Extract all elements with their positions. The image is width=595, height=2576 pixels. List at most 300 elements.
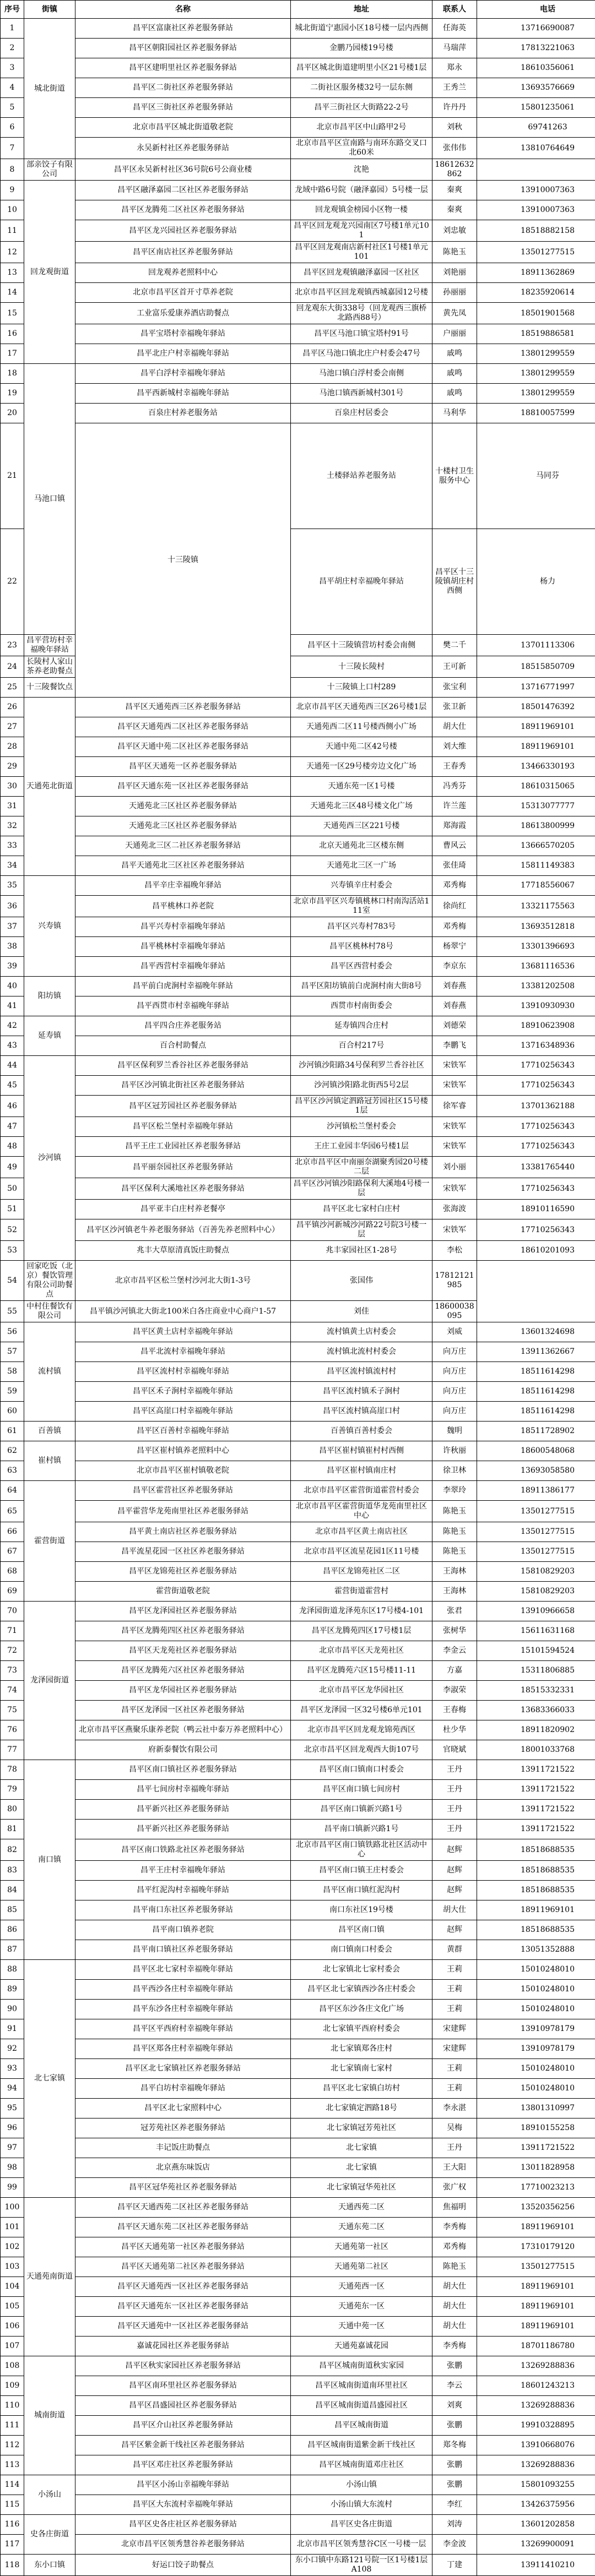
- cell-name: 昌平区高崖口村幸福晚年驿站: [75, 1402, 291, 1422]
- cell-no: 14: [1, 283, 24, 303]
- cell-phone: 13501277515: [477, 1522, 595, 1542]
- cell-phone: 18613800999: [477, 816, 595, 836]
- cell-contact: 赵辉: [432, 1920, 477, 1940]
- cell-address: 昌平三街社区大街路22-2号: [291, 98, 432, 118]
- table-row: [1, 1117, 595, 1137]
- cell-name: 昌平区天通中苑二区社区养老服务驿站: [75, 737, 291, 757]
- cell-name: 昌平王庄工业园社区养老服务驿站: [75, 1137, 291, 1157]
- cell-contact: 宋铁军: [432, 1117, 477, 1137]
- cell-name: 昌平亚丰白庄村养老餐亭: [75, 1200, 291, 1219]
- cell-address: 天通苑西三区221号楼: [291, 816, 432, 836]
- cell-street: 城北街道: [24, 19, 75, 159]
- table-row: [1, 836, 595, 856]
- cell-name: 昌平区沙河镇北街社区养老服务驿站: [75, 1076, 291, 1096]
- cell-phone: 13911721522: [477, 2138, 595, 2158]
- cell-contact: 李金云: [432, 1641, 477, 1661]
- cell-phone: 13911721522: [477, 1760, 595, 1780]
- cell-contact: 刘春燕: [432, 996, 477, 1016]
- table-row: [1, 1641, 595, 1661]
- cell-name: 昌平西营村幸福晚年驿站: [75, 957, 291, 977]
- cell-phone: 17813221063: [477, 39, 595, 58]
- cell-name: 昌平区禾子涧村幸福晚年驿站: [75, 1382, 291, 1402]
- cell-address: 北京市昌平区天龙苑社区: [291, 1641, 432, 1661]
- cell-phone: 18600548068: [477, 1441, 595, 1461]
- cell-address: 昌平区史各庄街道: [291, 2515, 432, 2535]
- cell-phone: 18610315065: [477, 777, 595, 797]
- cell-contact: 邓秀梅: [432, 917, 477, 937]
- cell-address: 北京市昌平区霍营街道华龙苑南里社区中心: [291, 1501, 432, 1522]
- cell-address: 天通苑第一社区: [291, 2237, 432, 2257]
- cell-no: 77: [1, 1740, 24, 1760]
- cell-no: 107: [1, 2337, 24, 2356]
- cell-phone: 13269288836: [477, 2356, 595, 2376]
- cell-no: 16: [1, 324, 24, 344]
- cell-phone: 13801299559: [477, 384, 595, 404]
- cell-phone: 15801093255: [477, 2475, 595, 2495]
- cell-contact: 郑冬梅: [432, 2436, 477, 2455]
- cell-name: 昌平北流村幸福晚年驿站: [75, 1342, 291, 1362]
- cell-address: 王庄工业园丰华园6号楼1层: [291, 1137, 432, 1157]
- cell-name: 昌平白坊村幸福晚年驿站: [75, 2079, 291, 2099]
- cell-address: 昌平区南口镇王庄村委会: [291, 1861, 432, 1881]
- cell-address: 天通苑一区29号楼旁边文化广场: [291, 757, 432, 777]
- cell-address: 东小口镇中东路121号院一区1号楼1层A108: [291, 2555, 432, 2576]
- cell-contact: 王海林: [432, 1582, 477, 1602]
- cell-no: 21: [1, 423, 24, 529]
- cell-no: 78: [1, 1760, 24, 1780]
- cell-phone: 13911721522: [477, 1820, 595, 1839]
- cell-no: 47: [1, 1117, 24, 1137]
- table-row: [1, 423, 595, 529]
- cell-no: 115: [1, 2495, 24, 2515]
- cell-contact: 郑永: [432, 58, 477, 78]
- cell-name: 昌平新兴社区养老服务驿站: [75, 1800, 291, 1820]
- cell-address: 北七家镇北七家村委会: [291, 1960, 432, 1980]
- cell-contact: 向万庄: [432, 1402, 477, 1422]
- cell-no: 1: [1, 19, 24, 39]
- table-row: [1, 2515, 595, 2535]
- cell-contact: 沈艳: [291, 159, 432, 181]
- cell-phone: 18910155258: [477, 2118, 595, 2138]
- cell-name: 土楼驿站养老服务站: [291, 423, 432, 529]
- cell-name: 北京市昌平区领秀慧谷养老服务驿站: [75, 2535, 291, 2555]
- cell-phone: 15010248010: [477, 2059, 595, 2079]
- cell-contact: 张鹏: [432, 2455, 477, 2475]
- cell-no: 108: [1, 2356, 24, 2376]
- cell-address: 沙河镇松兰堡村委会: [291, 1117, 432, 1137]
- cell-contact: 李鹏飞: [432, 1036, 477, 1056]
- cell-contact: 陈艳玉: [432, 1501, 477, 1522]
- cell-name: 昌平桃林村幸福晚年驿站: [75, 937, 291, 957]
- cell-name: 昌平区龙腾苑四区社区养老服务驿站: [75, 1621, 291, 1641]
- cell-no: 113: [1, 2455, 24, 2475]
- cell-no: 84: [1, 1881, 24, 1900]
- cell-no: 65: [1, 1501, 24, 1522]
- cell-name: 昌平区三街社区养老服务驿站: [75, 98, 291, 118]
- cell-contact: 王秀兰: [432, 78, 477, 98]
- cell-contact: 王春梅: [432, 1701, 477, 1720]
- cell-contact: 徐尚红: [432, 896, 477, 917]
- cell-phone: 15313077777: [477, 797, 595, 816]
- cell-no: 33: [1, 836, 24, 856]
- cell-contact: 魏明: [432, 1422, 477, 1441]
- table-row: [1, 2455, 595, 2475]
- cell-contact: 张伟伟: [432, 138, 477, 159]
- cell-name: 昌平区朝阳园社区养老服务驿站: [75, 39, 291, 58]
- table-row: [1, 1542, 595, 1562]
- cell-address: 昌平区沙河镇定泗路冠芳园社区15号楼1层: [291, 1096, 432, 1117]
- cell-contact: 张君: [432, 1602, 477, 1621]
- cell-phone: 18911969101: [477, 2277, 595, 2297]
- cell-no: 41: [1, 996, 24, 1016]
- cell-name: 昌平区龙泽园社区养老服务驿站: [75, 1602, 291, 1621]
- cell-name: 昌平区天通苑第二社区养老服务驿站: [75, 2257, 291, 2277]
- cell-address: 西贯市村南街委会: [291, 996, 432, 1016]
- cell-phone: 17710256343: [477, 1117, 595, 1137]
- cell-name: 昌平胡庄村幸福晚年驿站: [291, 529, 432, 635]
- cell-phone: 15101594524: [477, 1641, 595, 1661]
- cell-no: 101: [1, 2218, 24, 2237]
- table-row: [1, 896, 595, 917]
- cell-street: 东小口镇: [24, 2555, 75, 2576]
- cell-address: 昌平区龙泽园一区32号楼6单元101: [291, 1701, 432, 1720]
- cell-name: 昌平区天通苑中一区社区养老服务驿站: [75, 2317, 291, 2337]
- cell-no: 58: [1, 1362, 24, 1382]
- cell-contact: 李松: [432, 1241, 477, 1261]
- cell-address: 北七家镇冠华苑社区: [291, 2178, 432, 2198]
- cell-address: 昌平区流村镇禾子涧村: [291, 1382, 432, 1402]
- cell-no: 50: [1, 1178, 24, 1200]
- table-row: [1, 2138, 595, 2158]
- table-row: [1, 698, 595, 717]
- cell-address: 昌平区永吴新村社区36号院6号公商业楼: [75, 159, 291, 181]
- cell-no: 6: [1, 118, 24, 138]
- table-row: [1, 1582, 595, 1602]
- header-contact: 联系人: [432, 1, 477, 19]
- cell-address: 马池口镇西新城村301号: [291, 384, 432, 404]
- cell-contact: 张鹏: [432, 2356, 477, 2376]
- cell-phone: 18911362869: [477, 263, 595, 283]
- cell-contact: 李翠玲: [432, 1481, 477, 1501]
- cell-no: 75: [1, 1701, 24, 1720]
- cell-contact: 黄先凤: [432, 303, 477, 324]
- cell-contact: 李云: [432, 2376, 477, 2396]
- cell-contact: 赵辉: [432, 1881, 477, 1900]
- cell-street: 百善镇: [24, 1422, 75, 1441]
- cell-address: 昌平区城南街道昌盛园社区: [291, 2396, 432, 2416]
- cell-phone: 18810057599: [477, 404, 595, 423]
- cell-address: 天通苑第二社区: [291, 2257, 432, 2277]
- table-row: [1, 2178, 595, 2198]
- cell-no: 66: [1, 1522, 24, 1542]
- cell-address: 沙河镇沙阳路34号保利罗兰香谷社区: [291, 1056, 432, 1076]
- cell-contact: 王莉: [432, 2079, 477, 2099]
- cell-phone: 13269288836: [477, 2396, 595, 2416]
- cell-address: 北七家镇定泗路18号: [291, 2099, 432, 2118]
- cell-phone: 13501277515: [477, 242, 595, 263]
- cell-name: 嘉诚花园社区养老服务驿站: [75, 2337, 291, 2356]
- cell-address: 北七家镇冠芳苑社区: [291, 2118, 432, 2138]
- cell-no: 64: [1, 1481, 24, 1501]
- cell-address: 昌平区十三陵镇营坊村委会南侧: [291, 635, 432, 656]
- cell-street: 十三陵镇: [75, 423, 291, 698]
- cell-no: 22: [1, 529, 24, 635]
- cell-phone: 18511614298: [477, 1362, 595, 1382]
- cell-phone: 18911969101: [477, 2297, 595, 2317]
- cell-contact: 王春秀: [432, 757, 477, 777]
- cell-phone: 15810829203: [477, 1582, 595, 1602]
- cell-name: 昌平区紫金新干线社区养老服务驿站: [75, 2436, 291, 2455]
- cell-name: 天通苑北三区二社区养老服务驿站: [75, 836, 291, 856]
- cell-contact: 戚鸣: [432, 384, 477, 404]
- cell-phone: 18612632862: [432, 159, 477, 181]
- cell-address: 昌平区北七家镇西沙各庄村委会: [291, 1980, 432, 2000]
- cell-no: 44: [1, 1056, 24, 1076]
- cell-name: 昌平区冠华苑社区养老服务驿站: [75, 2178, 291, 2198]
- cell-name: 天通苑北三区社区养老服务驿站: [75, 797, 291, 816]
- cell-no: 83: [1, 1861, 24, 1881]
- cell-phone: 13520356256: [477, 2198, 595, 2218]
- cell-phone: 13801299559: [477, 344, 595, 364]
- cell-name: 昌平区霍营社区养老服务驿站: [75, 1481, 291, 1501]
- cell-street: 天通苑北街道: [24, 698, 75, 876]
- header-street: 街镇: [24, 1, 75, 19]
- table-row: [1, 977, 595, 996]
- cell-address: 北京市昌平区中山路甲2号: [291, 118, 432, 138]
- table-row: [1, 98, 595, 118]
- cell-phone: 17710023213: [477, 2178, 595, 2198]
- cell-no: 36: [1, 896, 24, 917]
- cell-name: 昌平区南环里社区养老服务驿站: [75, 2376, 291, 2396]
- cell-address: 北京市昌平区龙华园社区: [291, 1681, 432, 1701]
- table-row: [1, 1861, 595, 1881]
- table-row: [1, 2218, 595, 2237]
- cell-phone: 19910328895: [477, 2416, 595, 2436]
- cell-phone: 17710256343: [477, 1219, 595, 1241]
- cell-phone: 13693058580: [477, 1461, 595, 1481]
- table-row: [1, 324, 595, 344]
- cell-no: 70: [1, 1602, 24, 1621]
- cell-name: 回龙观养老照料中心: [75, 263, 291, 283]
- cell-address: 昌平区城南街道邓庄社区: [291, 2455, 432, 2475]
- table-row: [1, 1839, 595, 1861]
- cell-no: 8: [1, 159, 24, 181]
- table-row: [1, 1701, 595, 1720]
- table-row: [1, 2198, 595, 2218]
- cell-name: 昌平丽奈园社区养老服务驿站: [75, 1157, 291, 1178]
- cell-no: 94: [1, 2079, 24, 2099]
- cell-no: 86: [1, 1920, 24, 1940]
- cell-name: 霍营街道敬老院: [75, 1582, 291, 1602]
- table-row: [1, 1301, 595, 1322]
- cell-phone: 13910978179: [477, 2019, 595, 2039]
- cell-name: 昌平区北七家镇社区养老服务驿站: [75, 2059, 291, 2079]
- table-row: [1, 2317, 595, 2337]
- cell-contact: 吴梅: [432, 2118, 477, 2138]
- cell-street: 阳坊镇: [24, 977, 75, 1016]
- cell-contact: 官晓斌: [432, 1740, 477, 1760]
- cell-contact: 焦福明: [432, 2198, 477, 2218]
- cell-no: 34: [1, 856, 24, 876]
- cell-no: 103: [1, 2257, 24, 2277]
- cell-no: 35: [1, 876, 24, 896]
- cell-name: 昌平区保利罗兰香谷社区养老服务驿站: [75, 1056, 291, 1076]
- cell-no: 28: [1, 737, 24, 757]
- table-row: [1, 1241, 595, 1261]
- table-row: [1, 2277, 595, 2297]
- table-row: [1, 2337, 595, 2356]
- cell-name: 昌平区天通苑西三区养老服务驿站: [75, 698, 291, 717]
- cell-name: 昌平西沙各庄村幸福晚年驿站: [75, 1980, 291, 2000]
- cell-address: 南口镇南口村委会: [291, 1940, 432, 1960]
- cell-contact: 张鹏: [432, 2475, 477, 2495]
- cell-address: 北京天通苑北三区楼东侧: [291, 836, 432, 856]
- cell-no: 105: [1, 2297, 24, 2317]
- cell-address: 天通苑北三区48号楼文化广场: [291, 797, 432, 816]
- cell-name: 昌平区天龙苑社区养老服务驿站: [75, 1641, 291, 1661]
- cell-name: 北京市昌平区燕聚乐康养老院（鸭云社中泰万养老照料中心）: [75, 1720, 291, 1740]
- cell-contact: 王海林: [432, 1562, 477, 1582]
- cell-no: 19: [1, 384, 24, 404]
- table-row: [1, 58, 595, 78]
- cell-no: 5: [1, 98, 24, 118]
- cell-phone: 13466330193: [477, 757, 595, 777]
- cell-contact: 宋铁军: [432, 1137, 477, 1157]
- cell-contact: 王大阳: [432, 2158, 477, 2178]
- table-row: [1, 2039, 595, 2059]
- cell-no: 67: [1, 1542, 24, 1562]
- cell-name: 昌平西新城村幸福晚年驿站: [75, 384, 291, 404]
- cell-no: 9: [1, 181, 24, 200]
- cell-name: 昌平区百善村幸福晚年驿站: [75, 1422, 291, 1441]
- cell-address: 兴寿镇辛庄村委会: [291, 876, 432, 896]
- cell-no: 106: [1, 2317, 24, 2337]
- cell-phone: 18235920614: [477, 283, 595, 303]
- cell-no: 114: [1, 2475, 24, 2495]
- cell-name: 好运口饺子助餐点: [75, 2555, 291, 2576]
- cell-name: 昌平七间房村幸福晚年驿站: [75, 1780, 291, 1800]
- header-phone: 电话: [477, 1, 595, 19]
- cell-contact: 冯秀芬: [432, 777, 477, 797]
- table-row: [1, 2000, 595, 2019]
- cell-street: 天通苑南街道: [24, 2198, 75, 2356]
- cell-no: 72: [1, 1641, 24, 1661]
- cell-no: 18: [1, 364, 24, 384]
- cell-phone: 13910978179: [477, 2039, 595, 2059]
- table-row: [1, 1980, 595, 2000]
- cell-phone: 15810829203: [477, 1562, 595, 1582]
- cell-address: 龙泽园街道龙泽苑东区17号楼4-101: [291, 1602, 432, 1621]
- cell-name: 昌平区天通东苑一区社区养老服务驿站: [75, 777, 291, 797]
- cell-address: 昌平镇沙河镇北大街北100米白各庄商业中心商户1-57: [75, 1301, 291, 1322]
- cell-contact: 刘艳丽: [432, 263, 477, 283]
- cell-phone: 17710256343: [477, 1178, 595, 1200]
- cell-address: 北七家镇南七家村: [291, 2059, 432, 2079]
- cell-address: 北京市昌平区松兰堡村沙河北大街1-3号: [75, 1261, 291, 1301]
- cell-phone: 13911721522: [477, 1780, 595, 1800]
- cell-contact: 赵辉: [432, 1839, 477, 1861]
- cell-name: 北京市昌平区首开寸草养老院: [75, 283, 291, 303]
- cell-no: 15: [1, 303, 24, 324]
- table-row: [1, 181, 595, 200]
- cell-address: 昌平区回龙观龙兴园南区7号楼1单元101: [291, 220, 432, 242]
- cell-phone: 18511614298: [477, 1382, 595, 1402]
- cell-contact: 马同芬: [477, 423, 595, 529]
- table-row: [1, 2376, 595, 2396]
- cell-address: 北京市昌平区领秀慧谷C区一号楼一层: [291, 2535, 432, 2555]
- cell-name: 昌平区建明里社区养老服务驿站: [75, 58, 291, 78]
- cell-phone: 13426375956: [477, 2495, 595, 2515]
- cell-address: 天通东苑二区: [291, 2218, 432, 2237]
- cell-phone: 13910007363: [477, 181, 595, 200]
- cell-address: 北七家镇: [291, 2138, 432, 2158]
- cell-phone: 18001033768: [477, 1740, 595, 1760]
- cell-name: 昌平区秋实家园社区养老服务驿站: [75, 2356, 291, 2376]
- cell-address: 昌平区南口镇红泥沟村: [291, 1881, 432, 1900]
- cell-phone: 18518882158: [477, 220, 595, 242]
- cell-contact: 马利华: [432, 404, 477, 423]
- cell-address: 昌平区城北街道建明里小区21号楼1层: [291, 58, 432, 78]
- cell-address: 北京市昌平区中南丽奈湖聚秀园20号楼二层: [291, 1157, 432, 1178]
- cell-address: 北京市昌平区回龙观镇西城嘉园12号楼: [291, 283, 432, 303]
- cell-contact: 孙丽丽: [432, 283, 477, 303]
- cell-no: 38: [1, 937, 24, 957]
- cell-phone: 13269288836: [477, 2455, 595, 2475]
- cell-contact: 方嘉: [432, 1661, 477, 1681]
- cell-contact: 陈艳玉: [432, 1542, 477, 1562]
- cell-contact: 马瑞萍: [432, 39, 477, 58]
- cell-phone: 13911410210: [477, 2555, 595, 2576]
- cell-no: 116: [1, 2515, 24, 2535]
- cell-phone: 18518688535: [477, 1920, 595, 1940]
- table-row: [1, 1362, 595, 1382]
- table-row: [1, 2555, 595, 2576]
- cell-name: 昌平南口镇社区养老服务驿站: [75, 1940, 291, 1960]
- cell-phone: 13601324698: [477, 1322, 595, 1342]
- table-row: [1, 283, 595, 303]
- cell-name: 昌平辛庄幸福晚年驿站: [75, 876, 291, 896]
- table-row: [1, 1461, 595, 1481]
- cell-phone: 15311806885: [477, 1661, 595, 1681]
- cell-no: 54: [1, 1261, 24, 1301]
- cell-name: 天通苑北三区社区养老服务驿站: [75, 816, 291, 836]
- cell-name: 中村住餐饮有限公司: [24, 1301, 75, 1322]
- cell-contact: 刘涛: [432, 2515, 477, 2535]
- cell-name: 北京市昌平区城北街道敬老院: [75, 118, 291, 138]
- cell-contact: 黄群: [432, 1940, 477, 1960]
- cell-no: 85: [1, 1900, 24, 1920]
- cell-address: 昌平区东沙各庄文化广场: [291, 2000, 432, 2019]
- cell-phone: 13693512818: [477, 917, 595, 937]
- cell-contact: 王莉: [432, 2000, 477, 2019]
- cell-contact: 李京东: [432, 957, 477, 977]
- cell-address: 回龙观东大街338号（回龙观西三旗桥北路西88号）: [291, 303, 432, 324]
- cell-phone: 13910930930: [477, 996, 595, 1016]
- cell-name: 昌平天通苑北三区社区养老服务驿站: [75, 856, 291, 876]
- table-row: [1, 2158, 595, 2178]
- cell-name: 昌平流星花园一区社区养老服务驿站: [75, 1542, 291, 1562]
- cell-phone: 13381765440: [477, 1157, 595, 1178]
- table-row: [1, 1820, 595, 1839]
- header-no: 序号: [1, 1, 24, 19]
- table-row: [1, 2099, 595, 2118]
- cell-phone: 13801299559: [477, 364, 595, 384]
- cell-address: 天通西苑二区: [291, 2198, 432, 2218]
- cell-name: 工业富乐爱康养酒店助餐点: [75, 303, 291, 324]
- cell-address: 昌平区南口镇南口村委会: [291, 1760, 432, 1780]
- cell-contact: 许兰莲: [432, 797, 477, 816]
- cell-address: 昌平区兴寿村783号: [291, 917, 432, 937]
